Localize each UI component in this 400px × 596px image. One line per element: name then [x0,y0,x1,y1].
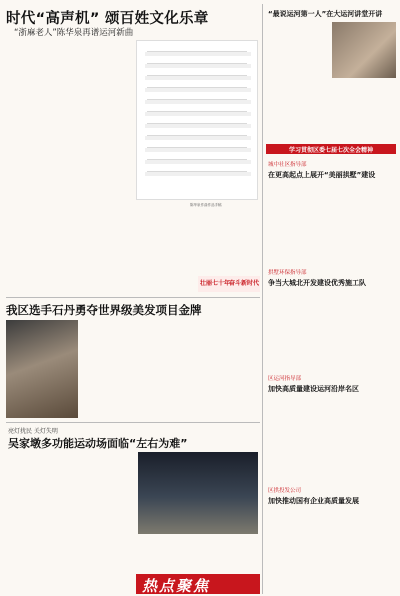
bottom-photo [138,452,258,534]
section-1-body-col1 [266,182,330,262]
section-4-body-col1 [266,508,330,592]
top-right-headline: “最说运河第一人”在大运河讲堂开讲 [268,10,383,18]
hot-focus-badge [136,574,260,594]
hot-focus-text: 热点聚焦 [142,577,211,595]
top-right-body-col1 [266,22,330,140]
middle-body-col2 [140,320,198,418]
sheet-music-caption: 陈华泉作曲作品手稿 [190,203,222,207]
section-1-title: 在更高起点上展开“美丽拱墅”建设 [268,171,376,179]
section-2-body-col2 [332,290,396,368]
section-ribbon [266,144,396,154]
section-2-body-col1 [266,290,330,368]
top-left-headline: 时代“高声机” 颂百姓文化乐章 [6,11,209,27]
section-3-title: 加快高质量建设运河沿岸名区 [268,385,359,393]
section-3-body-col1 [266,396,330,480]
top-left-body-col1 [6,40,68,288]
ribbon-text: 学习贯彻区委七届七次全会精神 [288,146,373,154]
sheet-music-image [136,40,258,200]
bottom-headline: 吴家墩多功能运动场面临“左右为难” [8,437,188,450]
section-1-tag: 城中社区指导部 [268,162,307,168]
vertical-divider-right [262,4,263,594]
anniversary-banner [198,276,260,292]
section-3-tag: 区运河指导部 [268,376,302,382]
section-2-tag: 拱墅环保指导部 [268,270,307,276]
bottom-body-col4 [200,538,258,574]
sheet-music-staves-icon [137,41,259,201]
top-left-body-col4 [198,210,258,276]
section-1-body-col2 [332,182,396,262]
top-right-body-col2 [332,82,396,140]
horizontal-divider-middle [6,297,260,298]
section-2-title: 争当大城北开发建设优秀施工队 [268,279,366,287]
section-4-title: 加快推动国有企业高质量发展 [268,497,359,505]
banner-line2: 奋斗新时代 [229,280,260,287]
section-3-body-col2 [332,396,396,480]
section-4-tag: 区拱投发公司 [268,488,302,494]
top-left-subhead: “浙麻老人”陈华泉再谱运河新曲 [14,28,134,38]
top-left-body-col2 [70,40,134,288]
middle-headline: 我区选手石丹勇夺世界级美发项目金牌 [6,303,202,317]
bottom-body-col2 [72,452,136,592]
bottom-kicker: 亮灯扰民 关灯失明 [8,428,58,435]
horizontal-divider-bottom [6,422,260,423]
top-right-photo [332,22,396,78]
top-left-body-col3 [136,210,196,290]
bottom-body-col3 [138,538,196,574]
middle-photo [6,320,78,418]
section-4-body-col2 [332,508,396,592]
banner-line1: 壮丽七十年 [200,280,231,287]
middle-body-col1 [80,320,138,418]
middle-body-col3 [200,320,258,418]
bottom-body-col1 [6,452,70,592]
